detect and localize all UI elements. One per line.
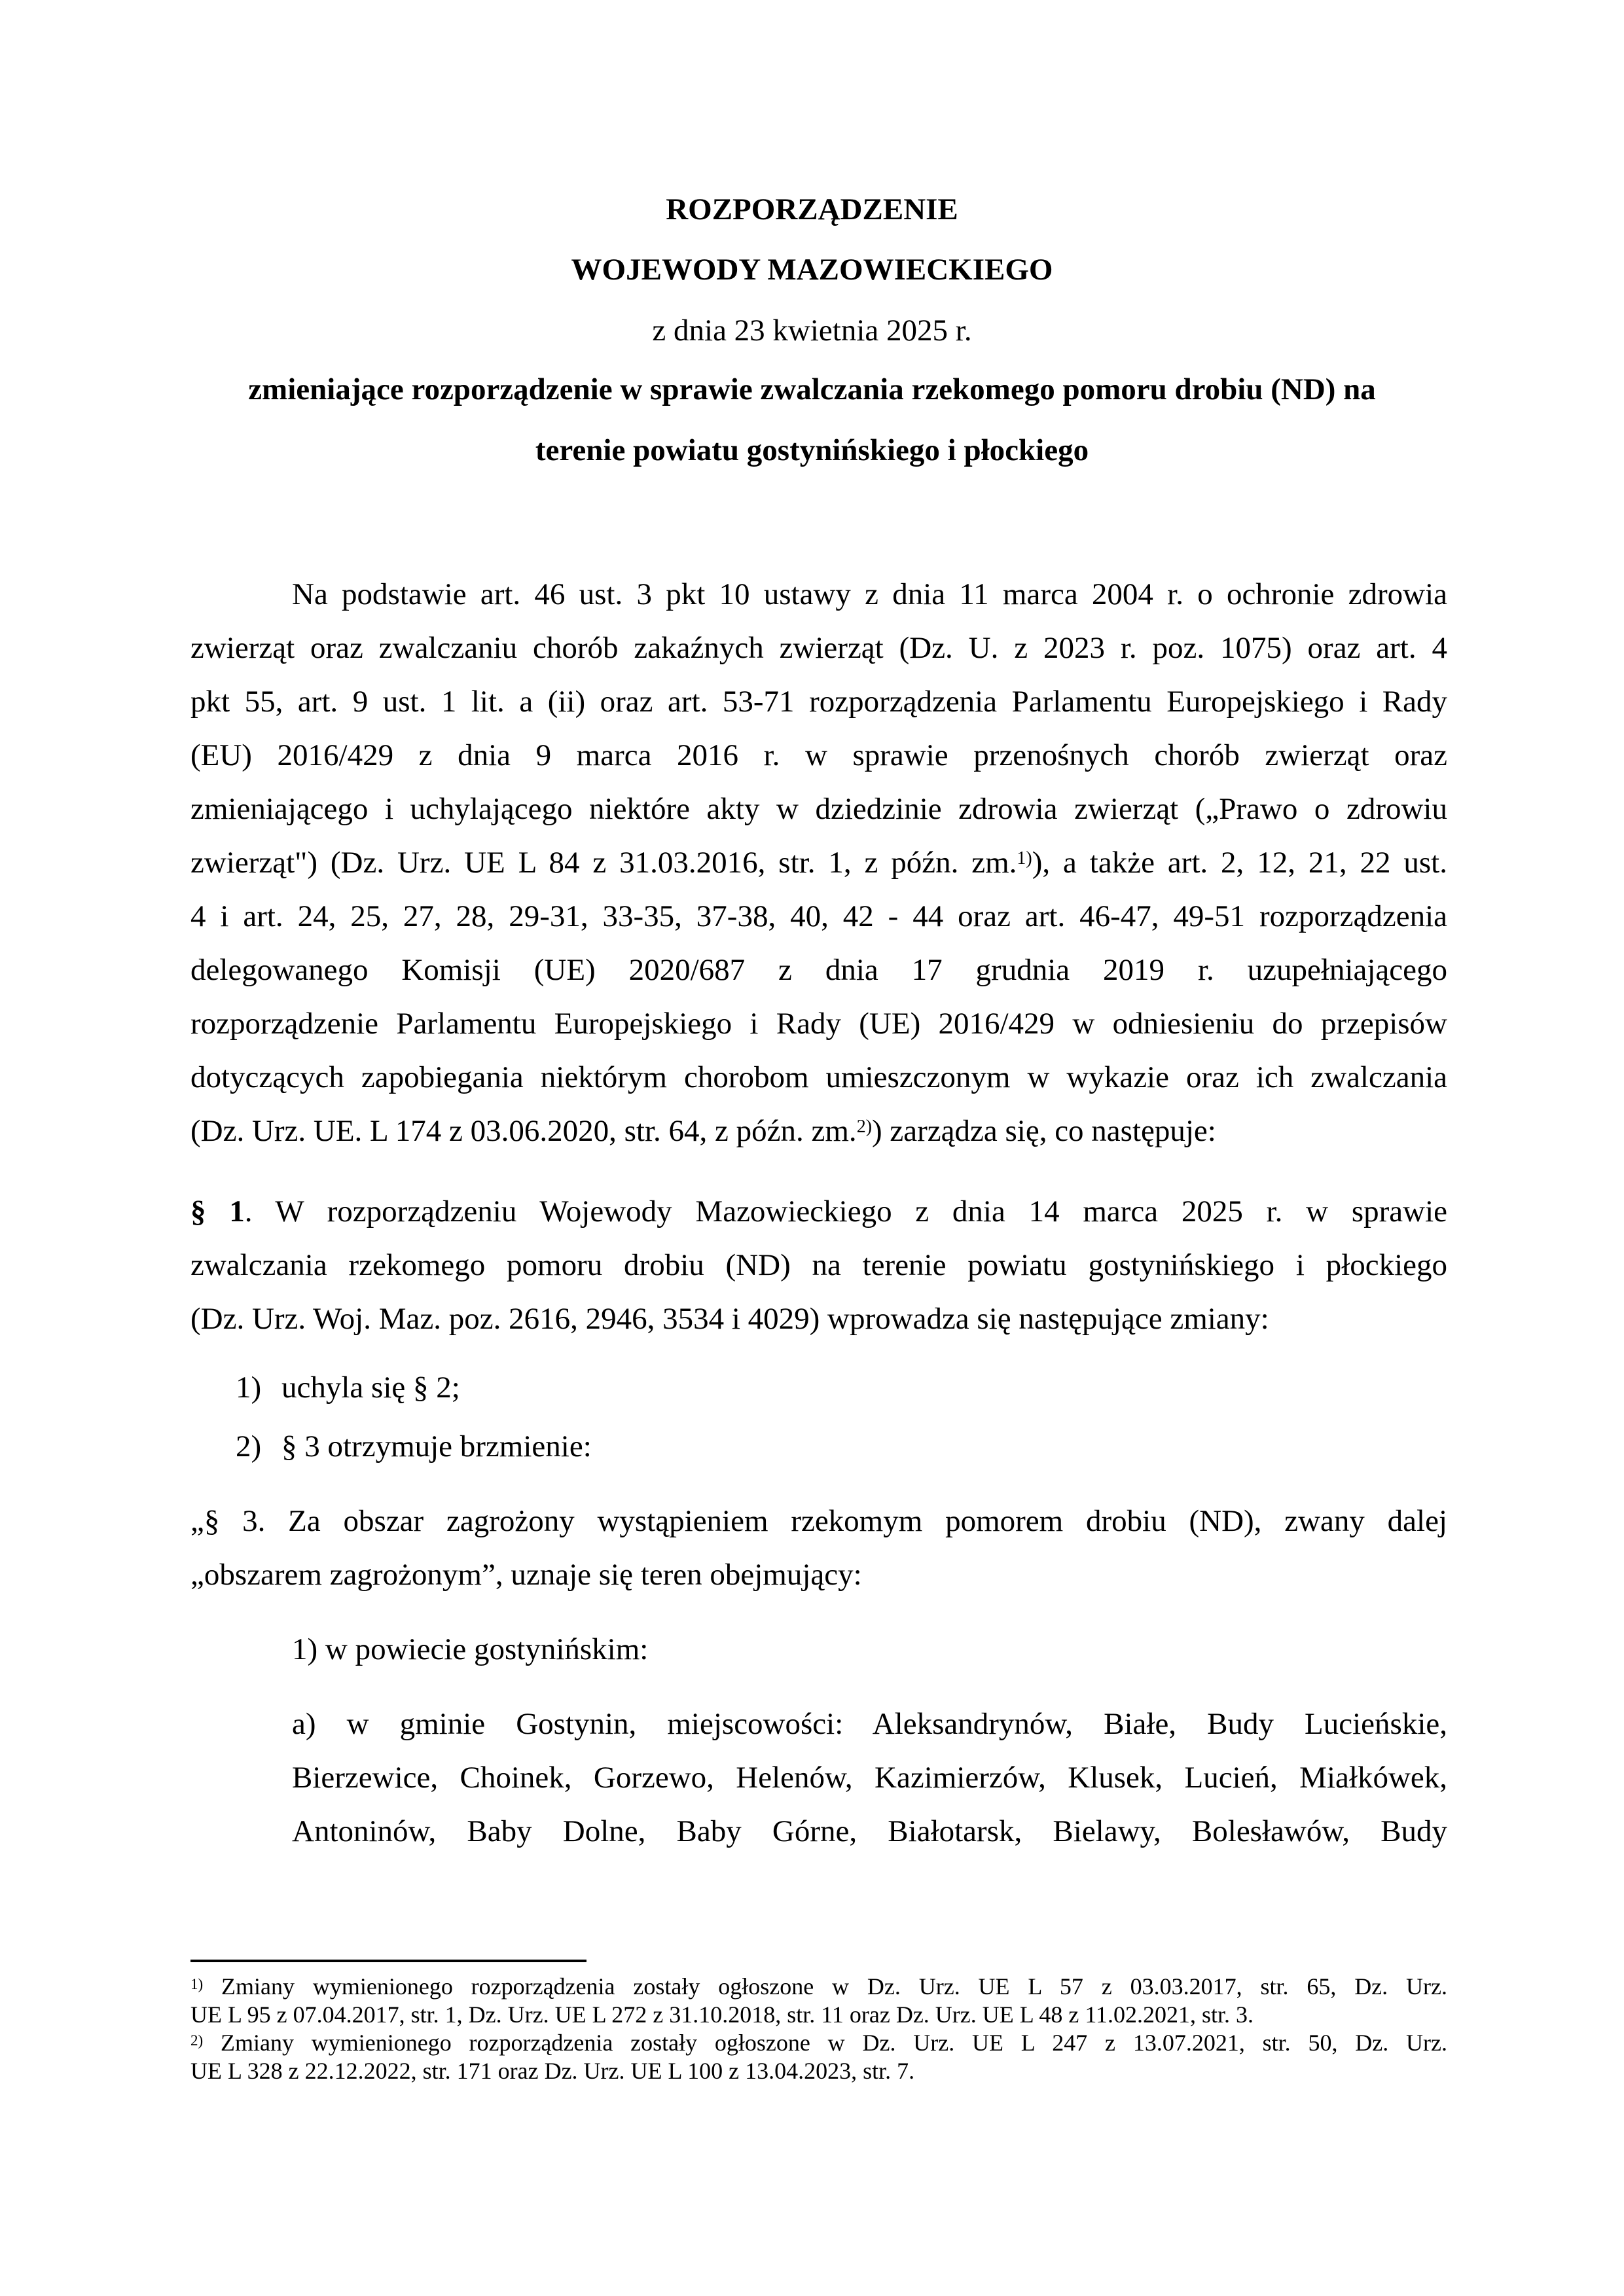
footnote-1: UE L 95 z 07.04.2017, str. 1, Dz. Urz. UE L 272 z 31.10.2018, str. 11 oraz Dz. Urz. UE L 48 z 11.02.2021, str. 3. [190,2001,1254,2028]
locality-line: Bierzewice, Choinek, Gorzewo, Helenów, Kazimierzów, Klusek, Lucień, Miałkówek, [292,1761,1447,1795]
section-mark: § 1 [190,1194,245,1229]
footnote-1: $^{1)}$ Zmiany wymienionego rozporządzenia zostały ogłoszone w Dz. Urz. UE L 57 z 03.03.2017, str. 65, Dz. Urz. [190,1973,1447,2000]
preamble-line: rozporządzenie Parlamentu Europejskiego i Rady (UE) 2016/429 w odniesieniu do przepisów [190,1007,1447,1041]
issuer: WOJEWODY MAZOWIECKIEGO [571,253,1053,287]
preamble-line: zwierząt") (Dz. Urz. UE L 84 z 31.03.2016, str. 1, z późn. zm.$^{1)}$), a także art. 2, 12, 21, 22 ust. [190,846,1447,880]
section-1-line: zwalczania rzekomego pomoru drobiu (ND) na terenie powiatu gostynińskiego i płockiego [190,1248,1447,1282]
footnote-ref: 1) [1017,848,1032,869]
preamble-line: zmieniającego i uchylającego niektóre akty w dziedzinie zdrowia zwierząt („Prawo o zdrowiu [190,792,1447,826]
footnote-ref: 2) [856,1117,873,1137]
quote-line: „§ 3. Za obszar zagrożony wystąpieniem rzekomym pomorem drobiu (ND), zwany dalej [190,1504,1447,1538]
preamble-line: zwierząt oraz zwalczaniu chorób zakaźnych zwierząt (Dz. U. z 2023 r. poz. 1075) oraz art. 4 [190,631,1447,665]
preamble-line: (Dz. Urz. UE. L 174 z 03.06.2020, str. 64, z późn. zm.$^{2)}$) zarządza się, co następuje: [190,1114,1216,1148]
section-1-line: § 1. W rozporządzeniu Wojewody Mazowieckiego z dnia 14 marca 2025 r. w sprawie [190,1194,1448,1229]
list-item: 2) § 3 otrzymuje brzmienie: [236,1429,592,1463]
preamble-line: dotyczących zapobiegania niektórym chorobom umieszczonym w wykazie oraz ich zwalczania [190,1060,1447,1094]
section-1-line: (Dz. Urz. Woj. Maz. poz. 2616, 2946, 3534 i 4029) wprowadza się następujące zmiany: [190,1302,1269,1336]
document-date: z dnia 23 kwietnia 2025 r. [652,314,972,348]
footnote-2: UE L 328 z 22.12.2022, str. 171 oraz Dz. Urz. UE L 100 z 13.04.2023, str. 7. [190,2058,915,2084]
preamble-line: Na podstawie art. 46 ust. 3 pkt 10 ustawy z dnia 11 marca 2004 r. o ochronie zdrowia [292,577,1447,611]
preamble-line: delegowanego Komisji (UE) 2020/687 z dnia 17 grudnia 2019 r. uzupełniającego [190,953,1447,987]
preamble-line: pkt 55, art. 9 ust. 1 lit. a (ii) oraz art. 53-71 rozporządzenia Parlamentu Europejskiego i Rady [190,685,1447,719]
quote-line: „obszarem zagrożonym”, uznaje się teren obejmujący: [190,1558,862,1592]
footnote-2: $^{2)}$ Zmiany wymienionego rozporządzenia zostały ogłoszone w Dz. Urz. UE L 247 z 13.07.2021, str. 50, Dz. Urz. [190,2030,1447,2056]
point-1: 1) w powiecie gostynińskim: [292,1632,649,1666]
preamble-line: 4 i art. 24, 25, 27, 28, 29-31, 33-35, 37-38, 40, 42 - 44 oraz art. 46-47, 49-51 rozporządzenia [190,899,1447,933]
preamble-line: (EU) 2016/429 z dnia 9 marca 2016 r. w sprawie przenośnych chorób zwierząt oraz [190,738,1447,772]
footnote-separator [190,1960,586,1962]
list-item: 1) uchyla się § 2; [236,1371,460,1405]
locality-line: Antoninów, Baby Dolne, Baby Górne, Białotarsk, Bielawy, Bolesławów, Budy [292,1814,1447,1848]
locality-line: a) w gminie Gostynin, miejscowości: Aleksandrynów, Białe, Budy Lucieńskie, [292,1707,1447,1741]
subject-line-1: zmieniające rozporządzenie w sprawie zwalczania rzekomego pomoru drobiu (ND) na [248,372,1376,406]
document-title: ROZPORZĄDZENIE [666,192,958,226]
subject-line-2: terenie powiatu gostynińskiego i płockiego [535,433,1089,467]
